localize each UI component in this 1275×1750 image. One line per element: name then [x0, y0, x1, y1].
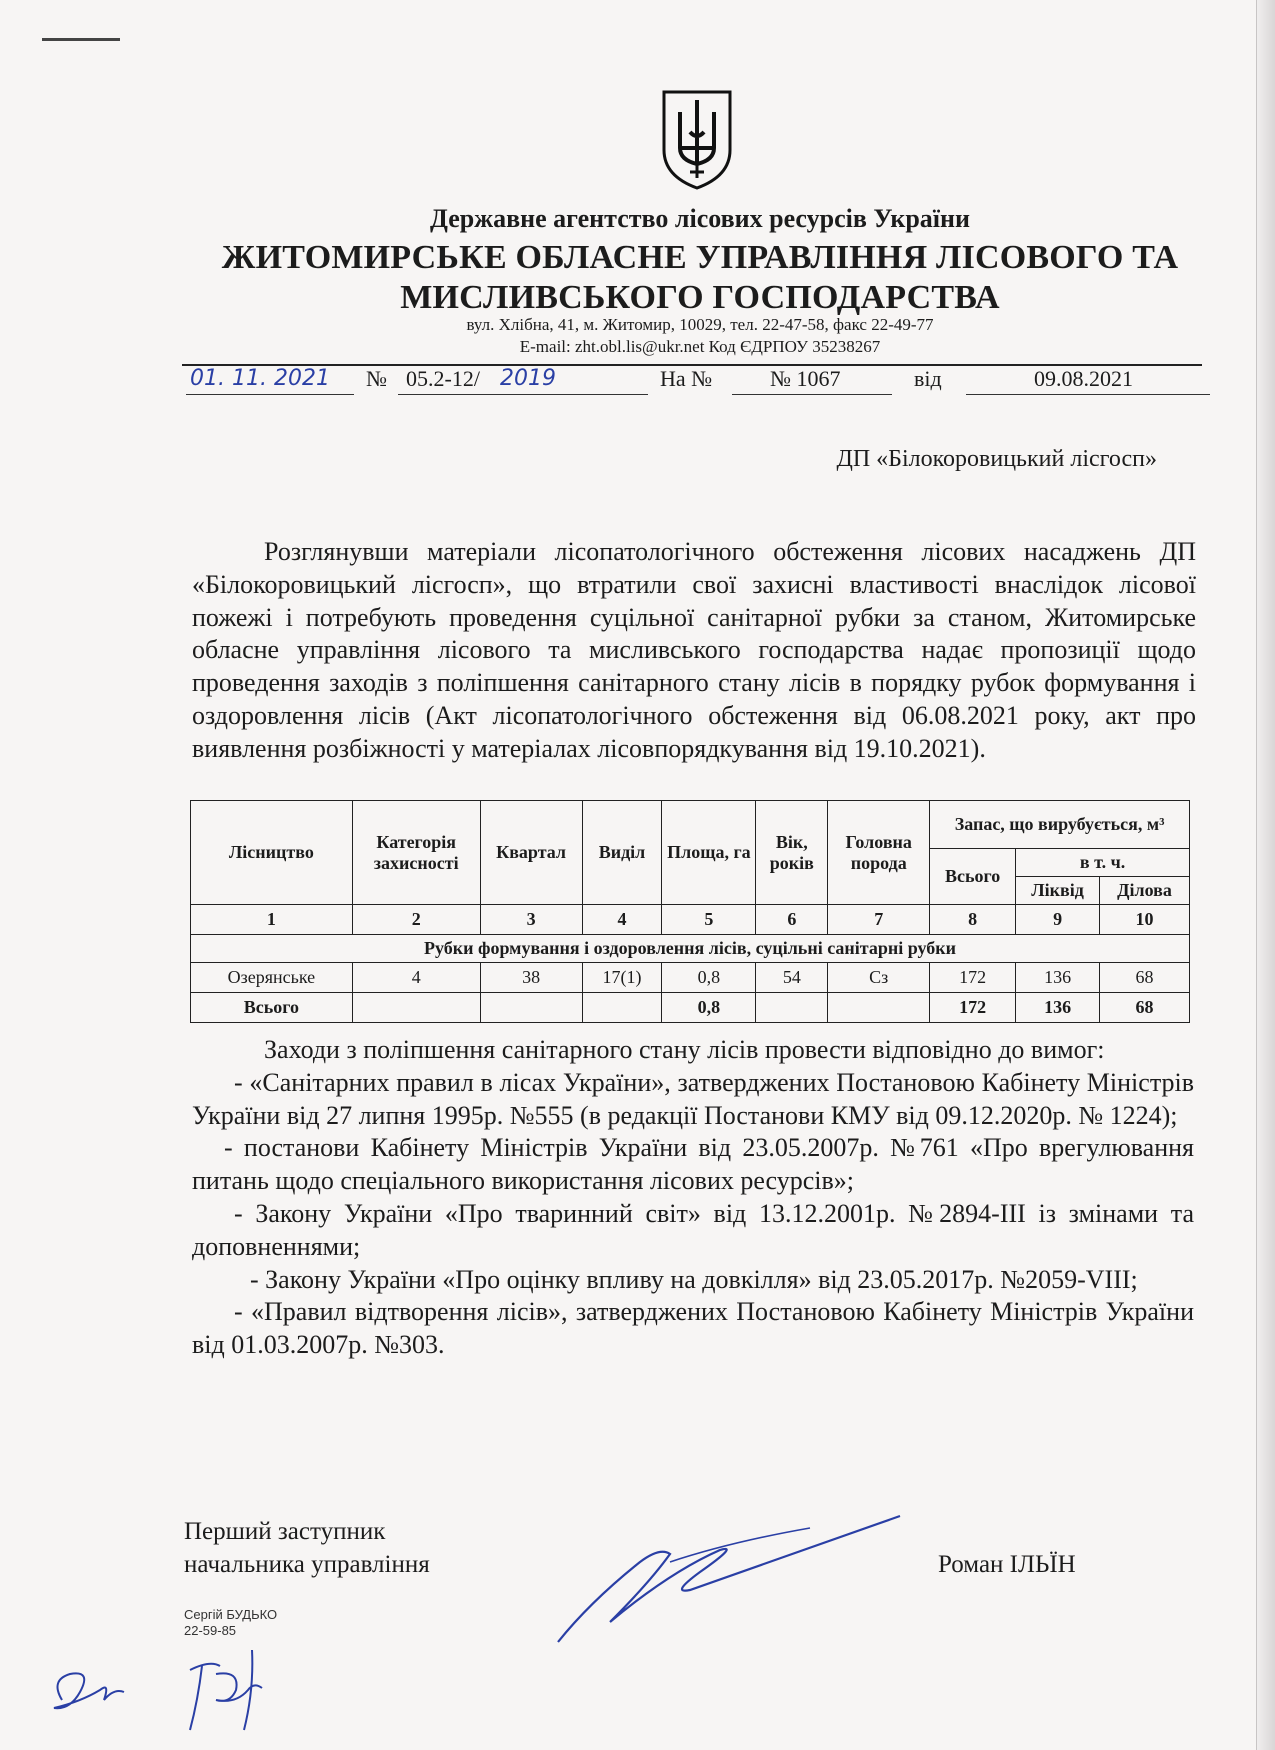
- cell-area: 0,8: [662, 963, 756, 993]
- handwritten-initials: [40, 1630, 310, 1740]
- total-row: [191, 993, 1190, 1023]
- column-number-row: [191, 905, 1190, 935]
- cell-forestry: Озерянське: [191, 963, 353, 993]
- from-label: від: [914, 366, 942, 391]
- col-header-species: Головна порода: [828, 801, 930, 905]
- page-edge: [1256, 0, 1275, 1750]
- handwritten-signature: [550, 1502, 920, 1652]
- cell-total: 172: [930, 963, 1016, 993]
- signatory-position: [184, 1515, 430, 1581]
- total-liquid: 136: [1016, 993, 1100, 1023]
- reply-label: На №: [660, 366, 713, 391]
- executor-phone: 22-59-85: [184, 1623, 237, 1638]
- col-number: 7: [828, 905, 930, 935]
- office-name-line2: МИСЛИВСЬКОГО ГОСПОДАРСТВА: [400, 279, 1000, 316]
- cell-business: 68: [1100, 963, 1190, 993]
- col-number: 10: [1100, 905, 1190, 935]
- requirement-item: - Закону України «Про тваринний світ» від 13.12.2001р. №2894-ІІІ із змінами та доповненнями;: [192, 1198, 1194, 1261]
- total-business: 68: [1100, 993, 1190, 1023]
- office-name-line1: ЖИТОМИРСЬКЕ ОБЛАСНЕ УПРАВЛІННЯ ЛІСОВОГО ТА: [221, 239, 1179, 276]
- outgoing-date: 01. 11. 2021: [190, 366, 330, 391]
- position-line1: Перший заступник: [184, 1518, 386, 1545]
- executor-name: Сергій БУДЬКО: [184, 1607, 278, 1622]
- col-header-age: Вік, років: [756, 801, 828, 905]
- section-title: Рубки формування і оздоровлення лісів, суцільні санітарні рубки: [191, 935, 1190, 963]
- reply-date: 09.08.2021: [1034, 366, 1133, 391]
- col-number: 3: [480, 905, 582, 935]
- col-header-business: Ділова: [1100, 877, 1190, 905]
- col-header-total: Всього: [930, 849, 1016, 905]
- col-number: 5: [662, 905, 756, 935]
- requirement-item: - «Санітарних правил в лісах України», затверджених Постановою Кабінету Міністрів України від 27 липня 1995р. №555 (в редакції Постанови КМУ від 09.12.2020р. № 1224);: [192, 1067, 1194, 1130]
- col-header-incl: в т. ч.: [1016, 849, 1190, 877]
- requirements-intro: Заходи з поліпшення санітарного стану лісів провести відповідно до вимог:: [264, 1035, 1105, 1064]
- date-underline: [186, 394, 354, 395]
- outgoing-number-prefix: 05.2-12/: [406, 366, 480, 391]
- corner-mark: [42, 38, 120, 41]
- trident-emblem-icon: [660, 88, 734, 192]
- col-number: 9: [1016, 905, 1100, 935]
- requirement-item: - Закону України «Про оцінку впливу на довкілля» від 23.05.2017р. №2059-VIII;: [250, 1264, 1138, 1294]
- addressee: ДП «Білокоровицький лісгосп»: [836, 446, 1157, 472]
- main-paragraph: Розглянувши матеріали лісопатологічного обстеження лісових насаджень ДП «Білокоровицький лісгосп», що втратили свої захисні властивості внаслідок лісової пожежі і потребують проведення суцільної санітарної рубки за станом, Житомирське обласне управління лісового та мисливського господарства надає пропозиції щодо проведення заходів з поліпшення санітарного стану лісів в порядку рубок формування і оздоровлення лісів (Акт лісопатологічного обстеження від 06.08.2021 року, акт про виявлення розбіжності у матеріалах лісовпорядкування від 19.10.2021).: [192, 537, 1196, 763]
- col-number: 6: [756, 905, 828, 935]
- number-label: №: [366, 366, 387, 391]
- agency-name: Державне агентство лісових ресурсів України: [430, 204, 970, 233]
- requirements-paragraph: [192, 1034, 1194, 1362]
- office-name: [180, 238, 1220, 318]
- signatory-name: Роман ІЛЬЇН: [938, 1551, 1076, 1578]
- col-number: 4: [582, 905, 662, 935]
- col-header-quarter: Квартал: [480, 801, 582, 905]
- cell-quarter: 38: [480, 963, 582, 993]
- cell-age: 54: [756, 963, 828, 993]
- total-stock: 172: [930, 993, 1016, 1023]
- requirement-item: - «Правил відтворення лісів», затверджених Постановою Кабінету Міністрів України від 01.03.2007р. №303.: [192, 1297, 1194, 1360]
- cell-category: 4: [352, 963, 480, 993]
- felling-table: [190, 800, 1190, 1023]
- col-number: 8: [930, 905, 1016, 935]
- col-header-liquid: Ліквід: [1016, 877, 1100, 905]
- cell-allotment: 17(1): [582, 963, 662, 993]
- reply-number-underline: [732, 394, 892, 395]
- outgoing-number-suffix: 2019: [500, 366, 556, 391]
- col-header-stock: Запас, що вирубується, м³: [930, 801, 1190, 849]
- total-area: 0,8: [662, 993, 756, 1023]
- col-header-area: Площа, га: [662, 801, 756, 905]
- table-row: [191, 963, 1190, 993]
- col-header-allotment: Виділ: [582, 801, 662, 905]
- address-line2: E-mail: zht.obl.lis@ukr.net Код ЄДРПОУ 35238267: [519, 337, 881, 356]
- col-header-category: Категорія захисності: [352, 801, 480, 905]
- requirement-item: - постанови Кабінету Міністрів України від 23.05.2007р. №761 «Про врегулювання питань щодо спеціального використання лісових ресурсів»;: [192, 1133, 1194, 1196]
- number-underline: [398, 394, 648, 395]
- col-header-forestry: Лісництво: [191, 801, 353, 905]
- cell-species: Сз: [828, 963, 930, 993]
- reply-date-underline: [966, 394, 1210, 395]
- total-label: Всього: [191, 993, 353, 1023]
- cell-liquid: 136: [1016, 963, 1100, 993]
- col-number: 2: [352, 905, 480, 935]
- col-number: 1: [191, 905, 353, 935]
- address-line1: вул. Хлібна, 41, м. Житомир, 10029, тел. 22-47-58, факс 22-49-77: [466, 315, 934, 334]
- reply-number: № 1067: [770, 366, 841, 391]
- position-line2: начальника управління: [184, 1551, 430, 1578]
- office-address: [180, 314, 1220, 358]
